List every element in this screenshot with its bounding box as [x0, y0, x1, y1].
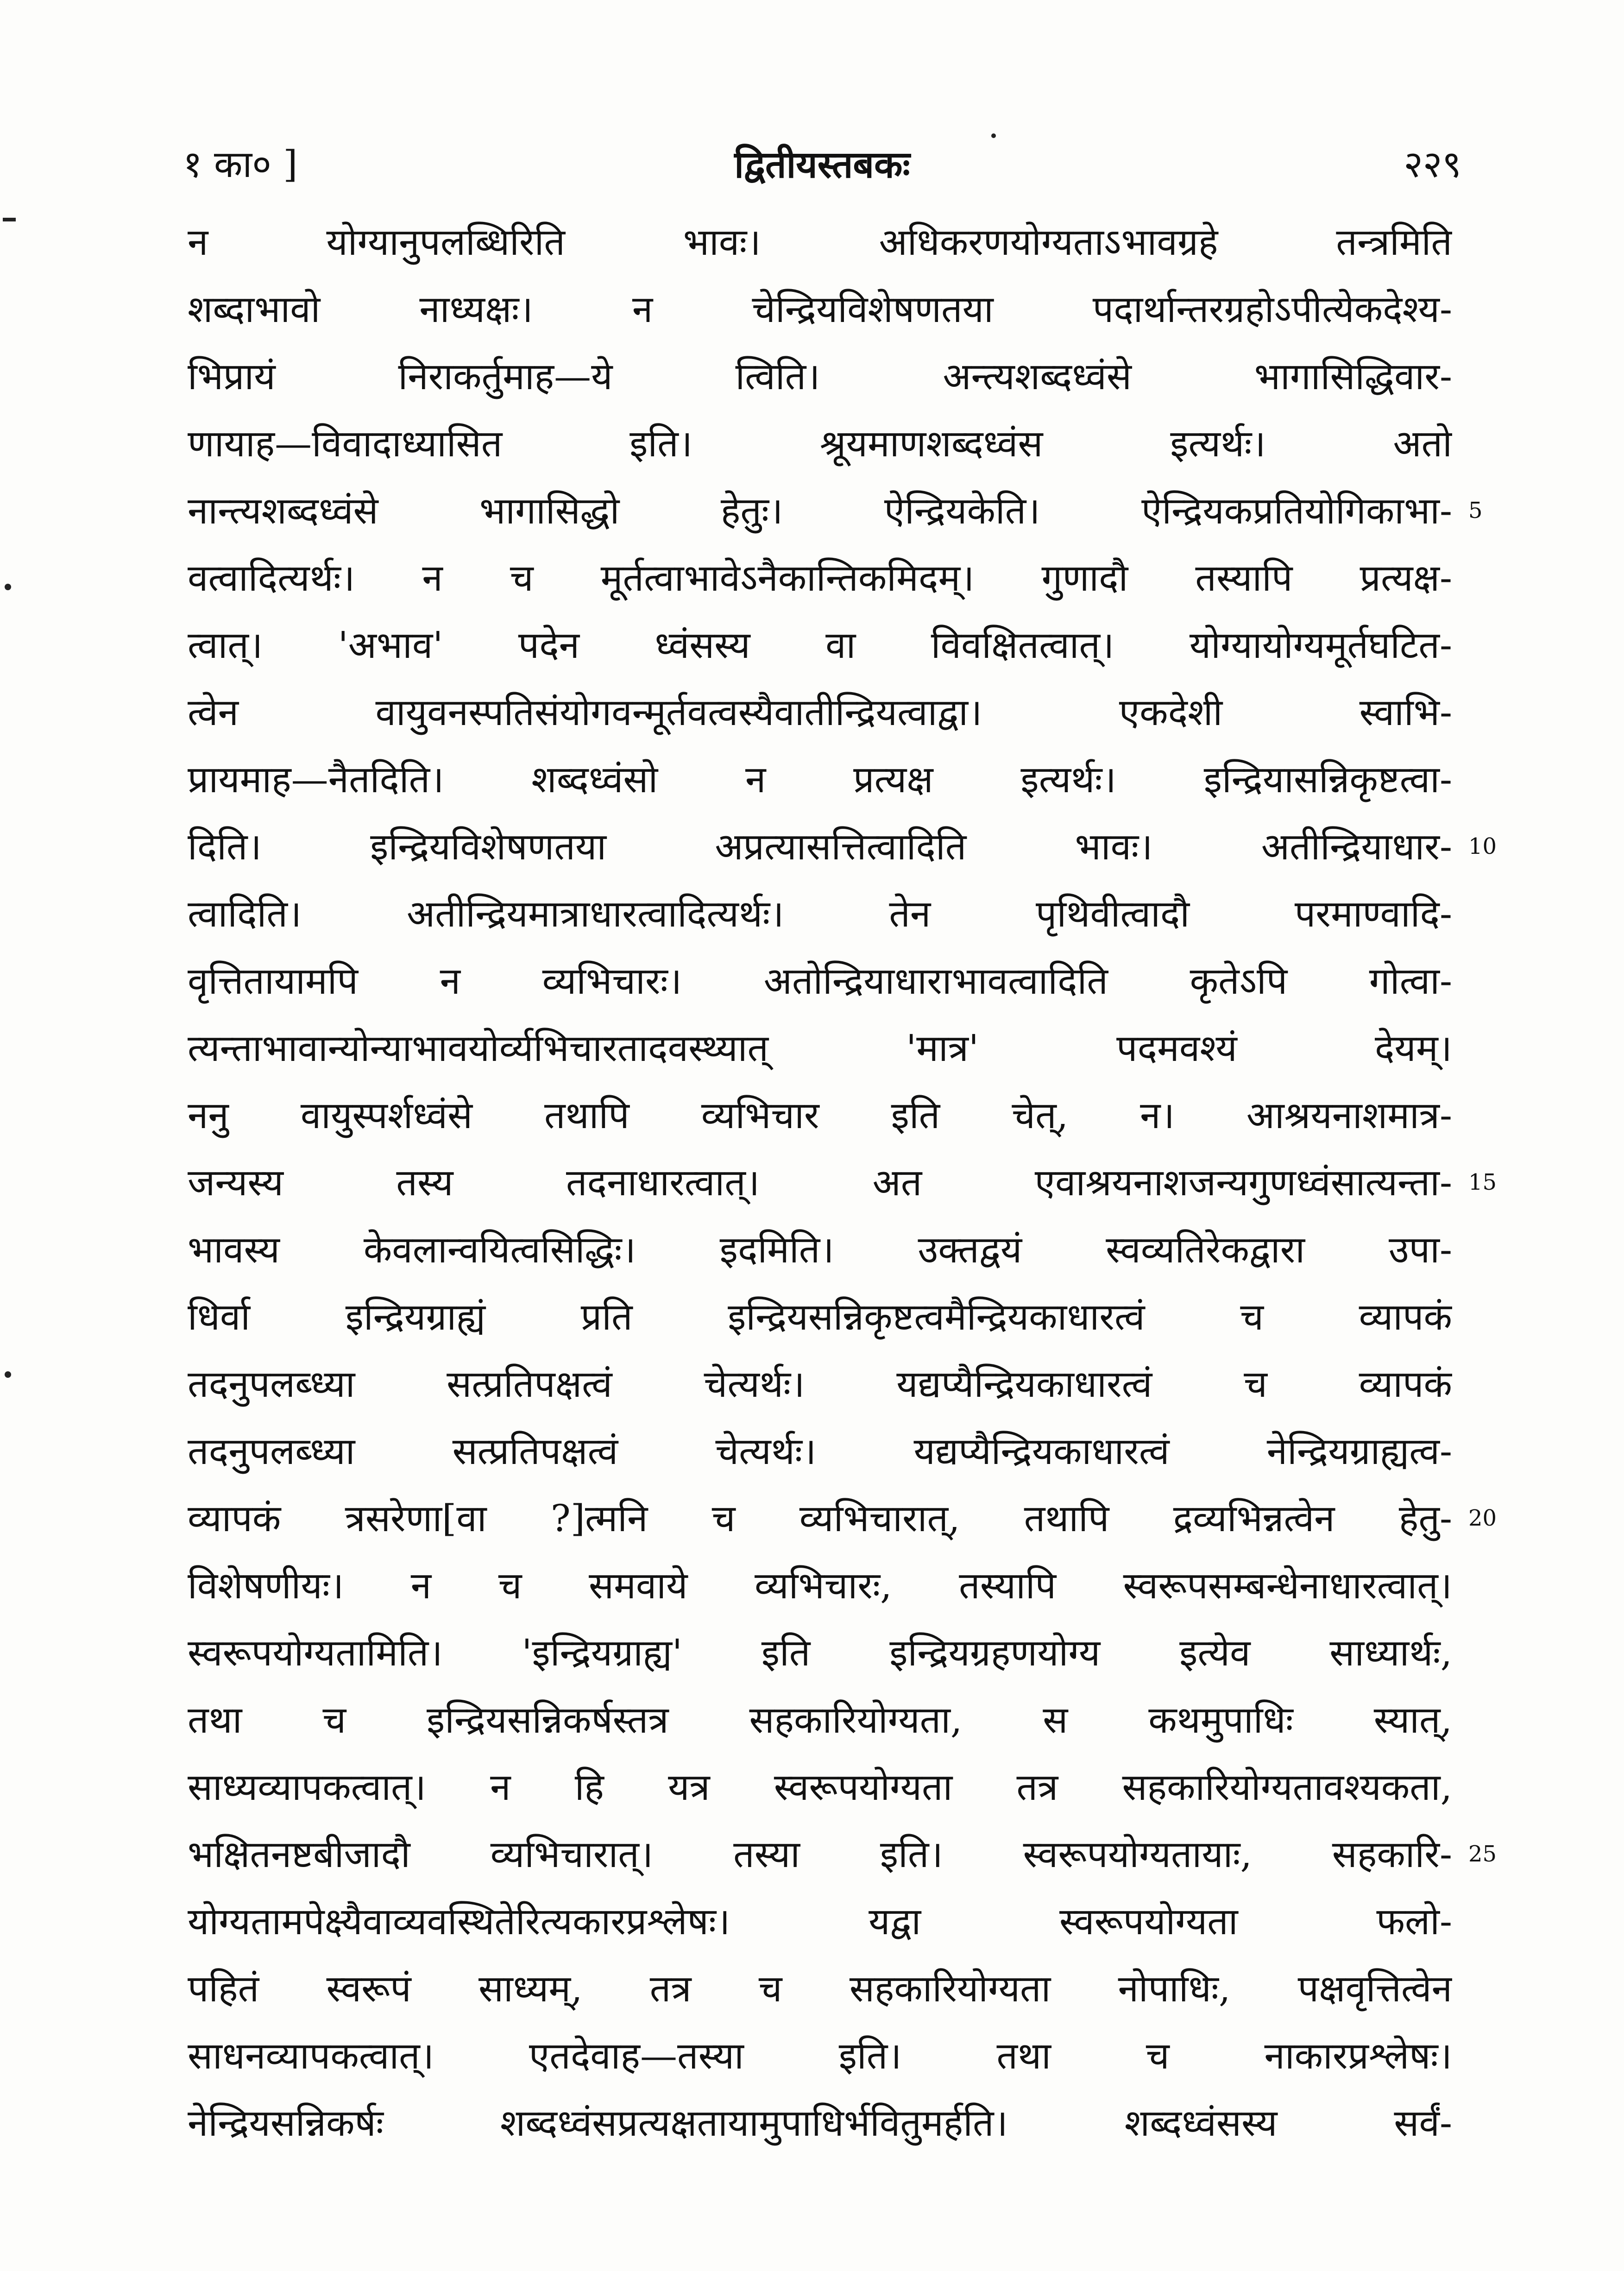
line-number: 10: [1468, 833, 1497, 859]
text-line: त्यन्ताभावान्योन्याभावयोर्व्यभिचारतादवस्थ्यात् 'मात्र' पदमवश्यं देयम्।: [188, 1027, 1452, 1070]
text-line: जन्यस्य तस्य तदनाधारत्वात्। अत एवाश्रयनाशजन्यगुणध्वंसात्यन्ता-: [188, 1161, 1452, 1204]
text-line: विशेषणीयः। न च समवाये व्यभिचारः, तस्यापि स्वरूपसम्बन्धेनाधारत्वात्।: [188, 1564, 1452, 1607]
text-line: नान्त्यशब्दध्वंसे भागासिद्धो हेतुः। ऐन्द्रियकेति। ऐन्द्रियकप्रतियोगिकाभा-: [188, 489, 1452, 532]
text-line: तथा च इन्द्रियसन्निकर्षस्तत्र सहकारियोग्यता, स कथमुपाधिः स्यात्,: [188, 1698, 1452, 1741]
text-line: दिति। इन्द्रियविशेषणतया अप्रत्यासत्तित्वादिति भावः। अतीन्द्रियाधार-: [188, 825, 1452, 868]
text-line: न योग्यानुपलब्धिरिति भावः। अधिकरणयोग्यताऽभावग्रहे तन्त्रमिति: [188, 221, 1452, 264]
margin-mark: [5, 584, 11, 590]
text-line: धिर्वा इन्द्रियग्राह्यं प्रति इन्द्रियसन्निकृष्टत्वमैन्द्रियकाधारत्वं च व्यापकं: [188, 1295, 1452, 1338]
text-line: साधनव्यापकत्वात्। एतदेवाह—तस्या इति। तथा च नाकारप्रश्लेषः।: [188, 2034, 1452, 2077]
text-line: भावस्य केवलान्वयित्वसिद्धिः। इदमिति। उक्तद्वयं स्वव्यतिरेकद्वारा उपा-: [188, 1228, 1452, 1271]
text-line: प्रायमाह—नैतदिति। शब्दध्वंसो न प्रत्यक्ष इत्यर्थः। इन्द्रियासन्निकृष्टत्वा-: [188, 758, 1452, 801]
page-number: २२९: [1404, 143, 1461, 186]
commentary-text: [188, 208, 1452, 2157]
text-line: त्वात्। 'अभाव' पदेन ध्वंसस्य वा विवक्षितत्वात्। योग्यायोग्यमूर्तघटित-: [188, 624, 1452, 667]
text-line: त्वेन वायुवनस्पतिसंयोगवन्मूर्तवत्वस्यैवातीन्द्रियत्वाद्वा। एकदेशी स्वाभि-: [188, 691, 1452, 734]
text-line: भक्षितनष्टबीजादौ व्यभिचारात्। तस्या इति। स्वरूपयोग्यतायाः, सहकारि-: [188, 1833, 1452, 1876]
text-line: व्यापकं त्रसरेणा[वा ?]त्मनि च व्यभिचारात्, तथापि द्रव्यभिन्नत्वेन हेतु-: [188, 1497, 1452, 1540]
text-line: स्वरूपयोग्यतामिति। 'इन्द्रियग्राह्य' इति इन्द्रियग्रहणयोग्य इत्येव साध्यार्थः,: [188, 1631, 1452, 1674]
text-line: त्वादिति। अतीन्द्रियमात्राधारत्वादित्यर्थः। तेन पृथिवीत्वादौ परमाण्वादि-: [188, 892, 1452, 935]
margin-mark: [5, 1371, 11, 1378]
text-line: वत्वादित्यर्थः। न च मूर्तत्वाभावेऽनैकान्तिकमिदम्। गुणादौ तस्यापि प्रत्यक्ष-: [188, 556, 1452, 599]
text-line: वृत्तितायामपि न व्यभिचारः। अतोन्द्रियाधाराभावत्वादिति कृतेऽपि गोत्वा-: [188, 959, 1452, 1003]
text-line: साध्यव्यापकत्वात्। न हि यत्र स्वरूपयोग्यता तत्र सहकारियोग्यतावश्यकता,: [188, 1766, 1452, 1809]
text-line: ननु वायुस्पर्शध्वंसे तथापि व्यभिचार इति चेत्, न। आश्रयनाशमात्र-: [188, 1094, 1452, 1137]
text-line: णायाह—विवादाध्यासित इति। श्रूयमाणशब्दध्वंस इत्यर्थः। अतो: [188, 422, 1452, 465]
text-line: तदनुपलब्ध्या सत्प्रतिपक्षत्वं चेत्यर्थः। यद्यप्यैन्द्रियकाधारत्वं नेन्द्रियग्राह्यत्व-: [188, 1430, 1452, 1473]
text-line: तदनुपलब्ध्या सत्प्रतिपक्षत्वं चेत्यर्थः। यद्यप्यैन्द्रियकाधारत्वं च व्यापकं: [188, 1363, 1452, 1406]
text-line: योग्यतामपेक्ष्यैवाव्यवस्थितेरित्यकारप्रश्लेषः। यद्वा स्वरूपयोग्यता फलो-: [188, 1900, 1452, 1943]
chapter-marker: १ का० ]: [183, 143, 298, 186]
line-number: 25: [1468, 1841, 1497, 1867]
line-number: 5: [1468, 498, 1483, 524]
line-number: 15: [1468, 1169, 1497, 1195]
text-line: नेन्द्रियसन्निकर्षः शब्दध्वंसप्रत्यक्षतायामुपाधिर्भवितुमर्हति। शब्दध्वंसस्य सर्वं-: [188, 2101, 1452, 2145]
running-title: द्वितीयस्तबकः: [734, 143, 910, 186]
text-line: भिप्रायं निराकर्तुमाह—ये त्विति। अन्त्यशब्दध्वंसे भागासिद्धिवार-: [188, 355, 1452, 398]
running-header: [183, 137, 1461, 192]
line-number: 20: [1468, 1505, 1497, 1531]
margin-mark: [3, 218, 16, 221]
text-line: शब्दाभावो नाध्यक्षः। न चेन्द्रियविशेषणतया पदार्थान्तरग्रहोऽपीत्येकदेश्य-: [188, 288, 1452, 331]
text-line: पहितं स्वरूपं साध्यम्, तत्र च सहकारियोग्यता नोपाधिः, पक्षवृत्तित्वेन: [188, 1967, 1452, 2010]
